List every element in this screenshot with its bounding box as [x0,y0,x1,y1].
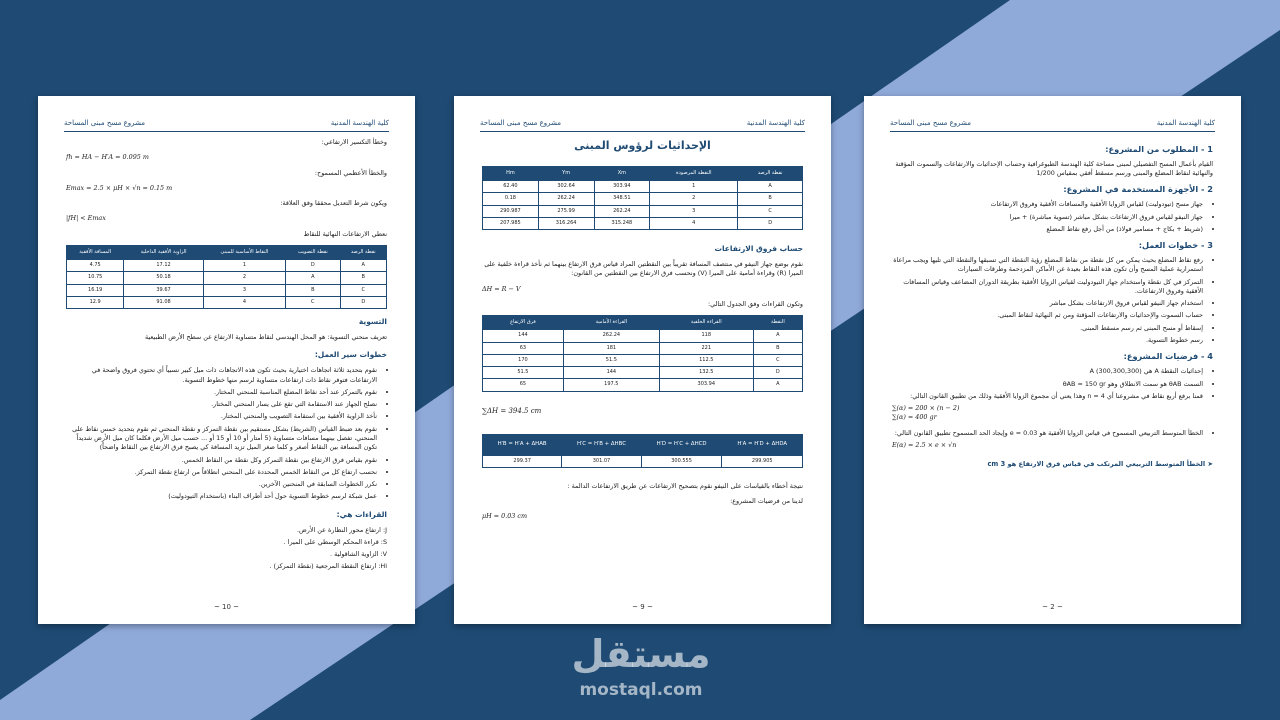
table-cell: 144 [563,367,659,379]
table-cell: 91.08 [124,296,203,308]
formula: ∑(α) = 200 × (n − 2) [892,404,960,413]
table-cell: 3 [650,205,738,217]
header-project: مشروع مسح مبنى المساحة [64,118,145,127]
table-cell: 275.99 [538,205,594,217]
text-line: والخطأ الأعظمي المسموح: [314,168,387,177]
table-row [483,354,803,366]
list-item: • السمت θAB هو سمت الانطلاق وهو θAB = 150 gr [892,380,1203,389]
list-item: • نصلح الجهاز عند الاستقامة التي تقع على يسار المنحني المختار. [66,400,377,409]
table-header: Xm [594,166,650,180]
readings-table [482,315,803,392]
page-number: ~ 2 ~ [1042,602,1063,611]
table-header: H′B = H′A + ΔHAB [483,434,562,455]
paragraph: وتكون القراءات وفق الجدول التالي: [708,299,803,308]
table-row [483,205,803,217]
table-header: القراءة الخلفية [659,316,753,330]
page-number: ~ 10 ~ [213,602,240,611]
table-cell: 303.94 [659,379,753,391]
list-item: • الخطأ المتوسط التربيعي المسموح في قياس الزوايا الأفقية هو e = 0.03 وإيجاد الحد المسموح تطبيق القانون التالي: [892,429,1203,438]
table-cell: 1 [203,260,285,272]
table-row [483,342,803,354]
table-cell: 4 [203,296,285,308]
table-cell: 348.51 [594,193,650,205]
table-cell: 10.75 [67,272,124,284]
table-cell: 181 [563,342,659,354]
note-text: الخطأ المتوسط التربيعي المرتكب في قياس فرق الارتفاع هو 3 cm [987,460,1206,469]
table-cell: 299.905 [722,455,803,467]
table-cell: 39.67 [124,284,203,296]
paragraph: القيام بأعمال المسح التفصيلي لمبنى مساحة كلية الهندسة الطبوغرافية وحساب الإحداثيات والارتفاعات والسموت المؤقتة والنهائية لنقاط المضلع والمبنى ورسم مسقط أفقي بمقياس 1/200 [895,159,1213,178]
assumptions-list-2 [892,429,1213,438]
table-row [483,217,803,229]
list-item: • قمنا برفع أربع نقاط في مشروعنا أي n = 4 وهذا يعني أن مجموع الزوايا الأفقية وذلك من تطبيق القانون التالي: [892,392,1203,401]
section-heading: 4 - فرضيات المشروع: [1123,351,1213,362]
table-cell: 144 [483,330,564,342]
table-cell: C [286,296,340,308]
table-cell: 132.5 [659,367,753,379]
list-item: V: الزاوية الشاقولية . [330,550,387,559]
table-header: نقطة التصويب [286,245,340,259]
table-cell: 300.555 [641,455,722,467]
table-cell: B [738,193,803,205]
table-row [483,455,803,467]
table-header: Ym [538,166,594,180]
section-heading: 1 - المطلوب من المشروع: [1105,144,1213,154]
table-header: Hm [483,166,539,180]
table-cell: 16.19 [67,284,124,296]
table-cell: 17.12 [124,260,203,272]
table-cell: 50.18 [124,272,203,284]
table-row [483,379,803,391]
table-cell: B [340,272,386,284]
steps-list [892,256,1213,345]
page-header [480,114,805,132]
table-cell: 118 [659,330,753,342]
table-cell: 1 [650,181,738,193]
steps-list [66,366,387,501]
assumptions-list [892,367,1213,401]
formula: |fH| < Emax [66,214,106,223]
formula: ∑(α) = 400 gr [892,413,937,422]
table-header: فرق الارتفاع [483,316,564,330]
list-item: • نقوم بعد ضبط القياس (الشريط) بشكل مستقيم بين نقطة التمركز و نقطة المنحني ثم نقوم بتحديد خمس نقاط على المنحني، تفصل بينهما مسافات متساوية (5 أمتار أو 10 أو 15 أو ... حسب ميل الأرض فكلما كان ميل الأرض شديداً تكون المسافة بين النقاط أصغر و كلما صغر الميل تزيد المسافة كي يصبح فرق الارتفاع بين النقاط واضحاً) [66,425,377,453]
list-item: • نقوم بالتمركز عند أحد نقاط المضلع المناسبة للمنحني المختار. [66,388,377,397]
table-cell: 4 [650,217,738,229]
table-cell: 112.5 [659,354,753,366]
paragraph: تعريف منحني التسوية: هو المحل الهندسي لنقاط متساوية الارتفاع عن سطح الأرض الطبيعية [144,333,387,342]
list-item: • (شريط + بكاج + مسامير فولاذ) من أجل رفع نقاط المضلع [892,225,1203,234]
list-item: • جهاز النيفو لقياس فروق الارتفاعات بشكل مباشر (تسوية مباشرة) + ميرا [892,213,1203,222]
table-row [67,272,387,284]
paragraph: لدينا من فرضيات المشروع: [730,497,803,506]
table-cell: 3 [203,284,285,296]
table-header: نقطة الرصد [340,245,386,259]
table-cell: 316.264 [538,217,594,229]
text-line: ويكون شرط التعديل محققا وفق العلاقة: [280,199,387,208]
table-header: نقطة الرصد [738,166,803,180]
table-cell: 262.24 [538,193,594,205]
table-cell: A [340,260,386,272]
mostaql-logo [566,632,716,712]
table-cell: 302.64 [538,181,594,193]
formula: E(α) = 2.5 × e × √n [892,440,957,449]
table-cell: 262.24 [563,330,659,342]
section-heading: 3 - خطوات العمل: [1138,240,1213,251]
table-cell: 4.75 [67,260,124,272]
section-heading: القراءات هي: [336,509,387,519]
table-cell: B [286,284,340,296]
logo-arabic: مستقل [571,632,711,676]
table-cell: 0.18 [483,193,539,205]
table-cell: C [340,284,386,296]
table-row [483,193,803,205]
list-item: • رفع نقاط المضلع بحيث يمكن من كل نقطة من نقاط المضلع رؤية النقطة التي تسبقها والنقطة التي تليها ويجب مراعاة استمرارية عملية المسح وأن تكون هذه النقاط بعيدة عن الأماكن المزدحمة وطرقات السيارات [892,256,1203,275]
table-cell: A [753,330,802,342]
table-cell: 65 [483,379,564,391]
list-item: • التمركز في كل نقطة واستخدام جهاز التيودوليت لقياس الزوايا الأفقية بطريقة الدوران المضاعف وقياس المسافات الأفقية وفروق الارتفاعات. [892,278,1203,297]
list-item: J: ارتفاع محور النظارة عن الأرض. [297,525,387,534]
header-project: مشروع مسح مبنى المساحة [480,118,561,127]
table-cell: 290.987 [483,205,539,217]
table-cell: B [753,342,802,354]
formula: μH = 0.03 cm [482,512,528,521]
page-header [64,114,389,132]
table-header: الزاوية الأفقية الداخلية [124,245,203,259]
table-cell: A [286,272,340,284]
formula: Emax = 2.5 × μH × √n = 0.15 m [66,183,173,192]
list-item: • استخدام جهاز النيفو لقياس فروق الارتفاعات بشكل مباشر [892,299,1203,308]
readings-list [66,526,387,572]
header-project: مشروع مسح مبنى المساحة [890,118,971,127]
table-cell: 262.24 [594,205,650,217]
table-cell: 303.94 [594,181,650,193]
list-item: • إسقاط أو مسح المبنى ثم رسم مسقط المبنى. [892,324,1203,333]
table-cell: C [753,354,802,366]
table-cell: 170 [483,354,564,366]
table-header: H′D = H′C + ΔHCD [641,434,722,455]
table-cell: 197.5 [563,379,659,391]
table-cell: D [753,367,802,379]
table-cell: 207.985 [483,217,539,229]
text-line: وخطأ التكسير الارتفاعي: [321,138,387,146]
table-row [67,260,387,272]
table-cell: C [738,205,803,217]
table-header: النقطة المرصودة [650,166,738,180]
list-item: • عمل شبكة لرسم خطوط التسوية حول أحد أطراف البناء (باستخدام التيودوليت) [66,492,377,501]
table-row [67,284,387,296]
table-cell: 221 [659,342,753,354]
list-item: • نقوم بتحديد ثلاثة اتجاهات اختيارية بحيث تكون هذه الاتجاهات ذات ميل كبير نسبياً أي تحتوي فروق واضحة في الارتفاعات فتوفر نقاط ذات ارتفاعات متساوية لرسم منها خطوط التسوية. [66,366,377,385]
table-header: النقطة [753,316,802,330]
formula: ∑ΔH = 394.5 cm [482,406,542,415]
table-header: H′A = H′D + ΔHDA [722,434,803,455]
corrected-heights-table [482,434,803,468]
table-cell: 2 [203,272,285,284]
list-item: • إحداثيات النقطة A هي (300,300,300) A [892,367,1203,376]
list-item: • جهاز مسح (تيودوليت) لقياس الزوايا الأفقية والمسافات الأفقية وفروق الارتفاعات [892,200,1203,209]
equipment-list [892,200,1213,234]
page-header [890,114,1215,132]
header-college: كلية الهندسة المدنية [1156,118,1215,127]
final-elevations-table [66,245,387,309]
formula: fh = HA − H′A = 0.095 m [66,153,149,162]
table-cell: 301.07 [562,455,641,467]
list-item: • نأخذ الزاوية الأفقية بين استقامة التصويب والمنحني المختار. [66,412,377,421]
document-page-2 [864,96,1241,624]
list-item: Hi: ارتفاع النقطة المرجعية (نقطة التمركز) . [269,562,387,571]
arrow-icon: ➤ [1205,460,1213,469]
section-heading: خطوات سير العمل: [314,350,387,360]
table-cell: 2 [650,193,738,205]
table-cell: 62.40 [483,181,539,193]
section-heading: 2 - الأجهزة المستخدمة في المشروع: [1063,184,1213,195]
table-cell: D [340,296,386,308]
table-cell: 63 [483,342,564,354]
highlight-note [892,460,1213,470]
list-item: S: قراءة المحكم الوسطي على الميرا . [283,537,387,546]
list-item: • نحسب ارتفاع كل من النقاط الخمس المحددة على المنحني انطلاقاً من ارتفاع نقطة التمركز. [66,468,377,477]
formula: ΔH = R − V [482,284,521,293]
header-college: كلية الهندسة المدنية [330,118,389,127]
table-row [67,296,387,308]
section-heading: حساب فروق الارتفاعات [714,244,803,254]
table-row [483,330,803,342]
table-cell: A [738,181,803,193]
page-number: ~ 9 ~ [632,602,653,611]
table-cell: 51.5 [563,354,659,366]
logo-latin: mostaql.com [579,680,703,700]
list-item: • رسم خطوط التسوية. [892,336,1203,345]
list-item: • حساب السموت والإحداثيات والارتفاعات المؤقتة ومن ثم النهائية لنقاط المبنى. [892,311,1203,320]
list-item: • نقوم بقياس فرق الارتفاع بين نقطة التمركز وكل نقطة من النقاط الخمس. [66,456,377,465]
table-cell: D [738,217,803,229]
table-cell: A [753,379,802,391]
coordinates-table [482,166,803,230]
table-cell: 299.37 [483,455,562,467]
table-header: النقاط الأساسية للمبنى [203,245,285,259]
table-cell: D [286,260,340,272]
table-header: H′C = H′B + ΔHBC [562,434,641,455]
table-header: القراءة الأمامية [563,316,659,330]
page-title: الإحداثيات لرؤوس المبنى [574,139,711,152]
table-cell: 12.9 [67,296,124,308]
list-item: • نكرر الخطوات السابقة في المنحنين الآخرين. [66,480,377,489]
header-college: كلية الهندسة المدنية [746,118,805,127]
table-row [483,181,803,193]
table-row [483,367,803,379]
document-page-9 [454,96,831,624]
text-line: نعطي الارتفاعات النهائية للنقاط [303,229,387,238]
section-heading: التسوية [358,317,387,327]
table-header: المسافة الأفقية [67,245,124,259]
paragraph: نتيجة أخطاء بالقياسات على النيفو نقوم بتصحيح الارتفاعات عن طريق الارتفاعات الدالمة : [567,481,803,490]
table-cell: 51.5 [483,367,564,379]
document-page-10 [38,96,415,624]
table-cell: 315.248 [594,217,650,229]
paragraph: نقوم بوضع جهاز النيفو في منتصف المسافة تقريباً بين النقطتين المراد قياس فرق الارتفاع بينهما ثم نأخذ قراءة خلفية على الميرا (R) وقراءة أمامية على الميرا (V) ونحسب فرق الارتفاع بين النقطتين من القانون: [484,260,803,278]
